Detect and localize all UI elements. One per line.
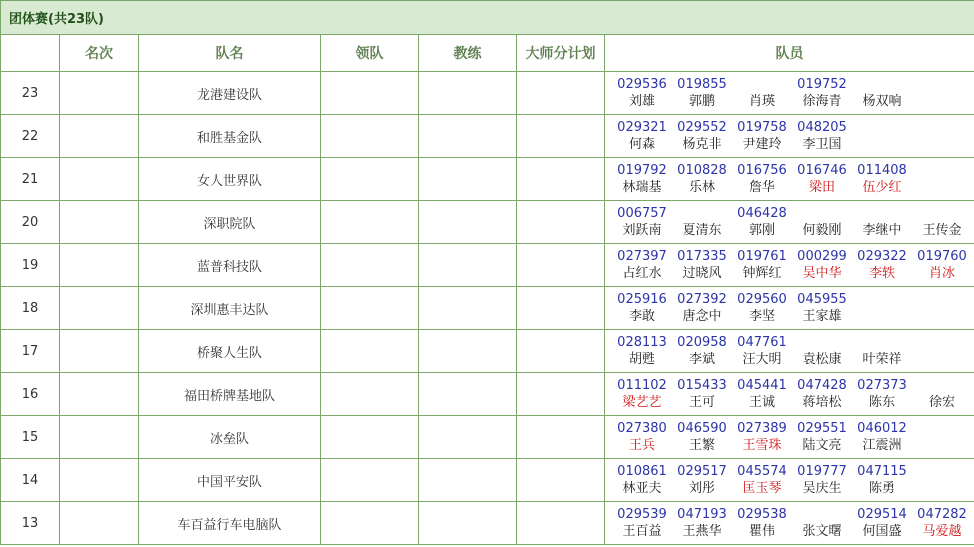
member-entry bbox=[852, 205, 912, 239]
team-name-cell: 深职院队 bbox=[139, 201, 321, 244]
member-entry bbox=[612, 248, 672, 282]
leader-cell bbox=[321, 201, 419, 244]
member-id: 019777 bbox=[797, 464, 847, 479]
member-name: 瞿伟 bbox=[748, 524, 775, 539]
member-name: 叶荣祥 bbox=[862, 352, 902, 367]
rank-cell bbox=[60, 330, 139, 373]
member-entry bbox=[912, 205, 972, 239]
members-cell bbox=[605, 459, 974, 502]
member-id: 046428 bbox=[737, 206, 787, 221]
rank-cell bbox=[60, 416, 139, 459]
rank-cell bbox=[60, 459, 139, 502]
member-entry bbox=[792, 76, 852, 110]
team-number-cell: 15 bbox=[1, 416, 60, 459]
master-plan-cell bbox=[517, 244, 605, 287]
master-plan-cell bbox=[517, 459, 605, 502]
member-entry bbox=[792, 248, 852, 282]
member-id: 045955 bbox=[797, 292, 847, 307]
members-cell bbox=[605, 244, 974, 287]
member-id: 020958 bbox=[677, 335, 727, 350]
member-entry bbox=[672, 377, 732, 411]
member-id: 045574 bbox=[737, 464, 787, 479]
master-plan-cell bbox=[517, 72, 605, 115]
leader-cell bbox=[321, 416, 419, 459]
member-id: 028113 bbox=[617, 335, 667, 350]
member-entry bbox=[732, 506, 792, 540]
header-master-plan: 大师分计划 bbox=[517, 35, 605, 72]
members-cell bbox=[605, 330, 974, 373]
table-row bbox=[1, 158, 974, 201]
member-entry bbox=[672, 506, 732, 540]
member-list bbox=[605, 119, 974, 153]
table-row bbox=[1, 330, 974, 373]
member-entry bbox=[852, 506, 912, 540]
team-number-cell: 13 bbox=[1, 502, 60, 545]
member-entry bbox=[792, 506, 852, 540]
header-leader: 领队 bbox=[321, 35, 419, 72]
leader-cell bbox=[321, 158, 419, 201]
member-entry bbox=[672, 334, 732, 368]
member-name: 王可 bbox=[688, 395, 715, 410]
coach-cell bbox=[419, 330, 517, 373]
member-entry bbox=[852, 76, 912, 110]
member-entry bbox=[792, 463, 852, 497]
member-entry bbox=[612, 291, 672, 325]
members-cell bbox=[605, 158, 974, 201]
member-name: 梁艺艺 bbox=[622, 395, 662, 410]
member-list bbox=[605, 377, 974, 411]
member-name: 林瑞基 bbox=[622, 180, 662, 195]
member-name: 李坚 bbox=[748, 309, 775, 324]
member-name: 王繁 bbox=[688, 438, 715, 453]
member-name: 夏清东 bbox=[682, 223, 722, 238]
member-entry bbox=[612, 119, 672, 153]
member-name: 刘跃南 bbox=[622, 223, 662, 238]
member-entry bbox=[852, 162, 912, 196]
rank-cell bbox=[60, 115, 139, 158]
member-name: 王兵 bbox=[628, 438, 655, 453]
member-name: 钟辉红 bbox=[742, 266, 782, 281]
member-entry bbox=[612, 506, 672, 540]
rank-cell bbox=[60, 72, 139, 115]
member-id: 029538 bbox=[737, 507, 787, 522]
member-name: 何森 bbox=[628, 137, 655, 152]
member-id: 029514 bbox=[857, 507, 907, 522]
member-entry bbox=[852, 463, 912, 497]
rank-cell bbox=[60, 158, 139, 201]
table-row bbox=[1, 459, 974, 502]
member-list bbox=[605, 248, 974, 282]
rank-cell bbox=[60, 287, 139, 330]
leader-cell bbox=[321, 72, 419, 115]
rank-cell bbox=[60, 201, 139, 244]
member-name: 尹建玲 bbox=[742, 137, 782, 152]
member-name: 王诚 bbox=[748, 395, 775, 410]
member-name: 占红水 bbox=[622, 266, 662, 281]
coach-cell bbox=[419, 416, 517, 459]
member-name: 詹华 bbox=[748, 180, 775, 195]
member-name: 李斌 bbox=[688, 352, 715, 367]
header-row bbox=[1, 35, 974, 72]
leader-cell bbox=[321, 115, 419, 158]
team-name-cell: 和胜基金队 bbox=[139, 115, 321, 158]
member-name: 郭刚 bbox=[748, 223, 775, 238]
header-team: 队名 bbox=[139, 35, 321, 72]
member-name: 杨克非 bbox=[682, 137, 722, 152]
team-name-cell: 蓝普科技队 bbox=[139, 244, 321, 287]
member-entry bbox=[792, 377, 852, 411]
team-number-cell: 20 bbox=[1, 201, 60, 244]
leader-cell bbox=[321, 502, 419, 545]
member-id: 027392 bbox=[677, 292, 727, 307]
member-name: 王家雄 bbox=[802, 309, 842, 324]
member-name: 王传金 bbox=[922, 223, 962, 238]
member-list bbox=[605, 205, 974, 239]
member-list bbox=[605, 334, 974, 368]
coach-cell bbox=[419, 373, 517, 416]
header-coach: 教练 bbox=[419, 35, 517, 72]
member-id: 047761 bbox=[737, 335, 787, 350]
table-row bbox=[1, 201, 974, 244]
member-id: 016746 bbox=[797, 163, 847, 178]
member-id: 029517 bbox=[677, 464, 727, 479]
member-name: 袁松康 bbox=[802, 352, 842, 367]
member-entry bbox=[852, 248, 912, 282]
member-id: 010861 bbox=[617, 464, 667, 479]
team-number-cell: 19 bbox=[1, 244, 60, 287]
member-id: 027373 bbox=[857, 378, 907, 393]
team-number-cell: 18 bbox=[1, 287, 60, 330]
master-plan-cell bbox=[517, 201, 605, 244]
member-name: 胡甦 bbox=[628, 352, 655, 367]
member-name: 李继中 bbox=[862, 223, 902, 238]
member-id: 019855 bbox=[677, 77, 727, 92]
member-list bbox=[605, 76, 974, 110]
leader-cell bbox=[321, 287, 419, 330]
member-id: 017335 bbox=[677, 249, 727, 264]
member-id: 047193 bbox=[677, 507, 727, 522]
member-name: 匡玉琴 bbox=[742, 481, 782, 496]
team-name-cell: 深圳惠丰达队 bbox=[139, 287, 321, 330]
coach-cell bbox=[419, 158, 517, 201]
member-entry bbox=[792, 291, 852, 325]
member-entry bbox=[732, 420, 792, 454]
member-entry bbox=[792, 119, 852, 153]
member-entry bbox=[732, 334, 792, 368]
member-entry bbox=[732, 248, 792, 282]
member-entry bbox=[672, 463, 732, 497]
member-id: 029539 bbox=[617, 507, 667, 522]
table-row bbox=[1, 287, 974, 330]
member-name: 郭鹏 bbox=[688, 94, 715, 109]
members-cell bbox=[605, 373, 974, 416]
member-id: 029321 bbox=[617, 120, 667, 135]
member-entry bbox=[612, 76, 672, 110]
member-name: 吴庆生 bbox=[802, 481, 842, 496]
member-id: 019792 bbox=[617, 163, 667, 178]
member-entry bbox=[852, 334, 912, 368]
member-name: 李卫国 bbox=[802, 137, 842, 152]
member-list bbox=[605, 162, 974, 196]
leader-cell bbox=[321, 373, 419, 416]
coach-cell bbox=[419, 115, 517, 158]
member-entry bbox=[912, 377, 972, 411]
member-id: 027389 bbox=[737, 421, 787, 436]
member-id: 046590 bbox=[677, 421, 727, 436]
member-name: 梁田 bbox=[808, 180, 835, 195]
team-number-cell: 16 bbox=[1, 373, 60, 416]
coach-cell bbox=[419, 244, 517, 287]
member-name: 汪大明 bbox=[742, 352, 782, 367]
member-entry bbox=[672, 162, 732, 196]
member-entry bbox=[672, 420, 732, 454]
member-entry bbox=[612, 162, 672, 196]
member-id: 027380 bbox=[617, 421, 667, 436]
team-name-cell: 中国平安队 bbox=[139, 459, 321, 502]
team-number-cell: 14 bbox=[1, 459, 60, 502]
member-name: 肖瑛 bbox=[748, 94, 775, 109]
member-id: 000299 bbox=[797, 249, 847, 264]
title-row bbox=[1, 1, 974, 35]
member-entry bbox=[852, 377, 912, 411]
member-id: 047115 bbox=[857, 464, 907, 479]
member-id: 029322 bbox=[857, 249, 907, 264]
member-name: 蒋培松 bbox=[802, 395, 842, 410]
member-entry bbox=[672, 248, 732, 282]
member-entry bbox=[672, 291, 732, 325]
member-list bbox=[605, 463, 974, 497]
member-id: 045441 bbox=[737, 378, 787, 393]
member-list bbox=[605, 506, 974, 540]
member-entry bbox=[732, 463, 792, 497]
member-id: 046012 bbox=[857, 421, 907, 436]
team-number-cell: 23 bbox=[1, 72, 60, 115]
member-id: 016756 bbox=[737, 163, 787, 178]
member-entry bbox=[792, 334, 852, 368]
member-name: 乐林 bbox=[688, 180, 715, 195]
table-row bbox=[1, 244, 974, 287]
member-entry bbox=[612, 205, 672, 239]
member-id: 029552 bbox=[677, 120, 727, 135]
member-name: 吴中华 bbox=[802, 266, 842, 281]
member-entry bbox=[672, 205, 732, 239]
table-row bbox=[1, 416, 974, 459]
members-cell bbox=[605, 287, 974, 330]
member-name: 何毅刚 bbox=[802, 223, 842, 238]
member-entry bbox=[732, 377, 792, 411]
member-id: 019758 bbox=[737, 120, 787, 135]
member-entry bbox=[732, 162, 792, 196]
team-name-cell: 龙港建设队 bbox=[139, 72, 321, 115]
rank-cell bbox=[60, 373, 139, 416]
master-plan-cell bbox=[517, 330, 605, 373]
team-name-cell: 车百益行车电脑队 bbox=[139, 502, 321, 545]
member-entry bbox=[792, 162, 852, 196]
table-row bbox=[1, 373, 974, 416]
member-id: 029551 bbox=[797, 421, 847, 436]
master-plan-cell bbox=[517, 502, 605, 545]
member-entry bbox=[912, 248, 972, 282]
member-entry bbox=[732, 119, 792, 153]
member-entry bbox=[852, 420, 912, 454]
member-entry bbox=[732, 291, 792, 325]
master-plan-cell bbox=[517, 416, 605, 459]
member-id: 006757 bbox=[617, 206, 667, 221]
member-id: 019761 bbox=[737, 249, 787, 264]
member-id: 047282 bbox=[917, 507, 967, 522]
rank-cell bbox=[60, 244, 139, 287]
table-title: 团体赛(共23队) bbox=[1, 1, 974, 35]
member-name: 徐宏 bbox=[928, 395, 955, 410]
member-id: 048205 bbox=[797, 120, 847, 135]
member-name: 李轶 bbox=[868, 266, 895, 281]
member-name: 何国盛 bbox=[862, 524, 902, 539]
member-name: 王燕华 bbox=[682, 524, 722, 539]
team-number-cell: 22 bbox=[1, 115, 60, 158]
master-plan-cell bbox=[517, 373, 605, 416]
team-number-cell: 21 bbox=[1, 158, 60, 201]
member-name: 徐海青 bbox=[802, 94, 842, 109]
member-id: 027397 bbox=[617, 249, 667, 264]
member-entry bbox=[792, 205, 852, 239]
coach-cell bbox=[419, 287, 517, 330]
master-plan-cell bbox=[517, 287, 605, 330]
member-name: 陆文亮 bbox=[802, 438, 842, 453]
member-id: 011102 bbox=[617, 378, 667, 393]
team-number-cell: 17 bbox=[1, 330, 60, 373]
header-members: 队员 bbox=[605, 35, 974, 72]
header-rank: 名次 bbox=[60, 35, 139, 72]
member-entry bbox=[612, 377, 672, 411]
member-name: 伍少红 bbox=[862, 180, 902, 195]
coach-cell bbox=[419, 201, 517, 244]
member-id: 015433 bbox=[677, 378, 727, 393]
member-name: 刘雄 bbox=[628, 94, 655, 109]
member-name: 陈东 bbox=[868, 395, 895, 410]
coach-cell bbox=[419, 459, 517, 502]
member-entry bbox=[672, 76, 732, 110]
member-entry bbox=[912, 506, 972, 540]
members-cell bbox=[605, 416, 974, 459]
members-cell bbox=[605, 201, 974, 244]
leader-cell bbox=[321, 244, 419, 287]
master-plan-cell bbox=[517, 158, 605, 201]
member-name: 肖冰 bbox=[928, 266, 955, 281]
team-name-cell: 冰垒队 bbox=[139, 416, 321, 459]
team-name-cell: 女人世界队 bbox=[139, 158, 321, 201]
member-name: 陈勇 bbox=[868, 481, 895, 496]
member-name: 张文曙 bbox=[802, 524, 842, 539]
members-cell bbox=[605, 502, 974, 545]
coach-cell bbox=[419, 502, 517, 545]
member-entry bbox=[612, 334, 672, 368]
member-name: 王雪珠 bbox=[742, 438, 782, 453]
table-row bbox=[1, 502, 974, 545]
member-name: 杨双响 bbox=[862, 94, 902, 109]
members-cell bbox=[605, 72, 974, 115]
member-id: 019760 bbox=[917, 249, 967, 264]
member-id: 025916 bbox=[617, 292, 667, 307]
team-name-cell: 福田桥牌基地队 bbox=[139, 373, 321, 416]
member-name: 马爱越 bbox=[922, 524, 962, 539]
member-id: 010828 bbox=[677, 163, 727, 178]
member-entry bbox=[672, 119, 732, 153]
member-name: 林亚夫 bbox=[622, 481, 662, 496]
member-entry bbox=[732, 76, 792, 110]
leader-cell bbox=[321, 459, 419, 502]
member-list bbox=[605, 291, 974, 325]
member-name: 江震洲 bbox=[862, 438, 902, 453]
members-cell bbox=[605, 115, 974, 158]
member-id: 029560 bbox=[737, 292, 787, 307]
team-name-cell: 桥聚人生队 bbox=[139, 330, 321, 373]
member-name: 王百益 bbox=[622, 524, 662, 539]
master-plan-cell bbox=[517, 115, 605, 158]
member-entry bbox=[732, 205, 792, 239]
member-id: 019752 bbox=[797, 77, 847, 92]
table-row bbox=[1, 72, 974, 115]
rank-cell bbox=[60, 502, 139, 545]
member-name: 过晓风 bbox=[682, 266, 722, 281]
member-name: 李敢 bbox=[628, 309, 655, 324]
leader-cell bbox=[321, 330, 419, 373]
header-no bbox=[1, 35, 60, 72]
coach-cell bbox=[419, 72, 517, 115]
member-entry bbox=[792, 420, 852, 454]
member-entry bbox=[612, 463, 672, 497]
member-entry bbox=[612, 420, 672, 454]
member-id: 011408 bbox=[857, 163, 907, 178]
member-name: 唐念中 bbox=[682, 309, 722, 324]
member-id: 047428 bbox=[797, 378, 847, 393]
table-row bbox=[1, 115, 974, 158]
member-name: 刘彤 bbox=[688, 481, 715, 496]
member-id: 029536 bbox=[617, 77, 667, 92]
member-list bbox=[605, 420, 974, 454]
